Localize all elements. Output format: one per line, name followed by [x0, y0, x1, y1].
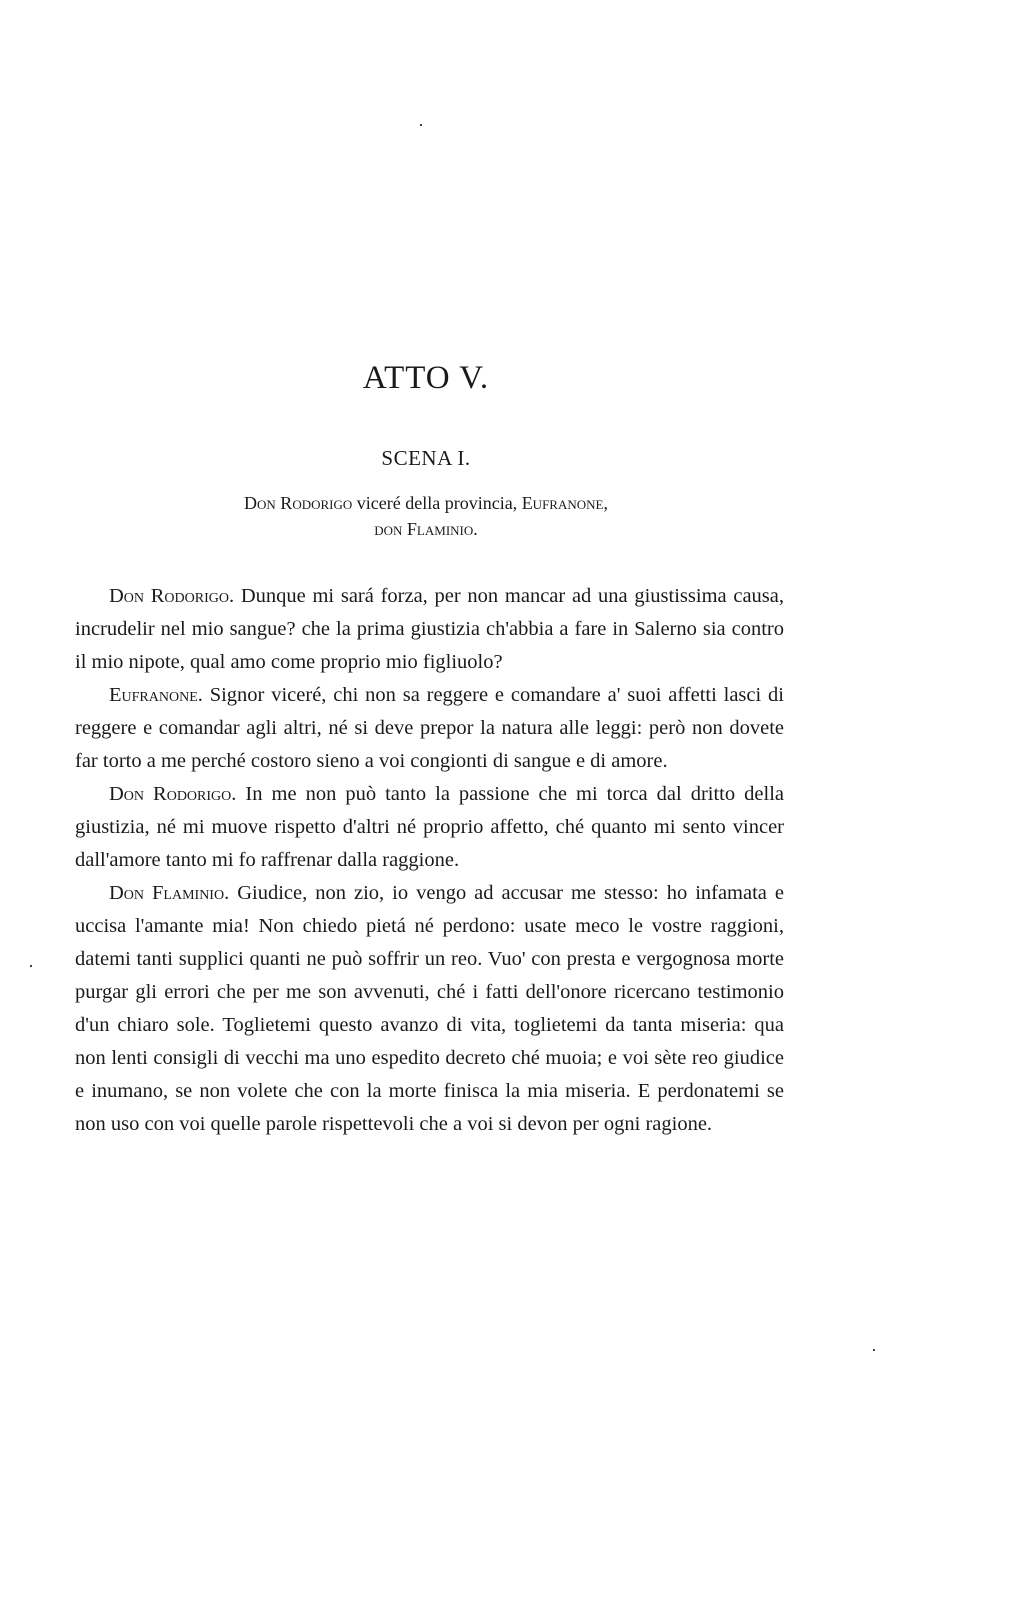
act-title: ATTO V.: [362, 360, 490, 397]
speaker-name: Don Rodorigo.: [109, 783, 237, 805]
print-speck: [873, 1349, 875, 1351]
dialogue-paragraph: [75, 580, 784, 679]
speaker-name: Don Rodorigo.: [109, 585, 235, 607]
cast-name: Don Rodorigo: [244, 493, 353, 513]
speech-text: Giudice, non zio, io vengo ad accusar me stesso: ho infamata e uccisa l'amante mia! Non chiedo pietá né perdono: usate meco le vostre raggioni, datemi tanti supplici quanti ne può soffrir un reo. Vuo' con presta e vergognosa morte purgar gli errori che per me son avvenuti, ché i fatti dell'onore ricercano testimonio d'un chiaro sole. Toglietemi questo avanzo di vita, toglietemi da tanta miseria: qua non lenti consigli di vecchi ma uno espedito decreto ché muoia; e voi sète reo giudice e inumano, se non volete che con la morte finisca la mia miseria. E perdonatemi se non uso con voi quelle parole rispettevoli che a voi si devon per ogni ragione.: [75, 882, 784, 1135]
cast-line-1: [0, 490, 852, 516]
cast-description: viceré della provincia,: [352, 493, 522, 513]
dialogue-paragraph: [75, 877, 784, 1141]
speaker-name: Don Flaminio.: [109, 882, 230, 904]
cast-name: don Flaminio.: [374, 519, 478, 539]
scene-title: SCENA I.: [381, 446, 471, 470]
cast-list: [0, 490, 852, 542]
print-speck: [30, 965, 32, 967]
cast-line-2: [0, 516, 852, 542]
dialogue-paragraph: [75, 679, 784, 778]
print-speck: [420, 124, 422, 126]
speech-text: Dunque mi sará forza, per non mancar ad una giustissima causa, incrudelir nel mio sangue? che la prima giustizia ch'abbia a fare in Salerno sia contro il mio nipote, qual amo come proprio mio figliuolo?: [75, 585, 784, 673]
speech-text: Signor viceré, chi non sa reggere e comandare a' suoi affetti lasci di reggere e comandar agli altri, né si deve prepor la natura alle leggi: però non dovete far torto a me perché costoro sieno a voi congionti di sangue e di amore.: [75, 684, 784, 772]
speech-text: In me non può tanto la passione che mi torca dal dritto della giustizia, né mi muove rispetto d'altri né proprio affetto, ché quanto mi sento vincer dall'amore tanto mi fo raffrenar dalla raggione.: [75, 783, 784, 871]
dialogue-body: [75, 580, 784, 1141]
cast-name: Eufranone,: [521, 493, 608, 513]
speaker-name: Eufranone.: [109, 684, 203, 706]
dialogue-paragraph: [75, 778, 784, 877]
